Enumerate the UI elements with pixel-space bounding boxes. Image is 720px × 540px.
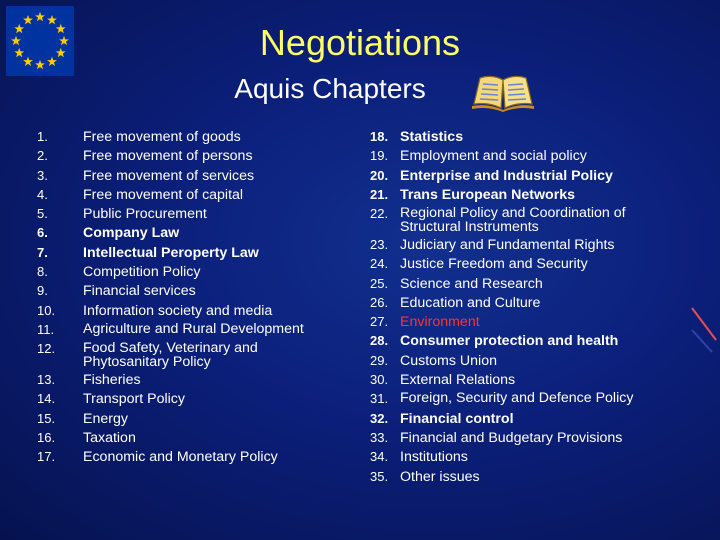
chapter-number: 28. [370,333,389,349]
chapter-number: 16. [37,429,56,445]
chapter-list-left [37,129,337,469]
chapter-number: 23. [370,236,389,252]
chapter-label: Education and Culture [400,294,541,311]
page-subtitle-text: Aquis Chapters [234,73,426,104]
chapter-label: Enterprise and Industrial Policy [400,167,613,184]
chapter-number: 11. [37,321,55,337]
chapter-label: Free movement of services [83,167,255,184]
chapter-item [37,187,337,204]
chapter-label: Taxation [83,429,136,446]
chapter-number: 34. [370,449,389,465]
page-subtitle [0,73,720,105]
chapter-item [370,353,670,370]
chapter-item [370,148,670,165]
chapter-label: Judiciary and Fundamental Rights [400,236,615,253]
chapter-item [37,372,337,389]
chapter-label: Science and Research [400,275,543,292]
chapter-item [370,391,670,408]
chapter-number: 12. [37,341,56,357]
chapter-number: 17. [37,449,56,465]
chapter-item [37,283,337,300]
chapter-number: 6. [37,225,48,241]
chapter-label: Free movement of persons [83,148,253,165]
chapter-item [370,372,670,389]
chapter-label: Regional Policy and Coordination of Structural Instruments [400,205,626,236]
page-title [0,22,720,64]
chapter-label: Information society and media [83,302,273,319]
chapter-item [37,168,337,185]
page-title-text: Negotiations [259,22,461,63]
chapter-label: Financial services [83,283,196,300]
chapter-label: Agriculture and Rural Development [83,320,304,337]
chapter-label: External Relations [400,372,516,389]
chapter-item [370,187,670,204]
chapter-label: Environment [400,314,480,331]
chapter-number: 9. [37,283,48,299]
chapter-number: 32. [370,410,389,426]
chapter-label: Employment and social policy [400,148,587,165]
chapter-item [370,276,670,293]
chapter-item [370,449,670,466]
chapter-item [37,449,337,466]
chapter-label: Foreign, Security and Defence Policy [400,390,634,407]
chapter-item [370,168,670,185]
chapter-list-right [370,129,670,488]
chapter-number: 10. [37,302,56,318]
chapter-label: Justice Freedom and Security [400,256,588,273]
chapter-item [37,206,337,223]
chapter-number: 15. [37,410,56,426]
chapter-label: Customs Union [400,352,497,369]
chapter-label: Consumer protection and health [400,333,619,350]
decorative-stroke [690,290,720,370]
chapter-item [37,391,337,408]
chapter-item [37,430,337,447]
chapter-item [37,411,337,428]
chapter-item [370,237,670,254]
chapter-item [370,411,670,428]
chapter-item [370,314,670,331]
chapter-label: Free movement of capital [83,186,244,203]
chapter-item [37,264,337,281]
chapter-number: 4. [37,186,48,202]
chapter-item [37,245,337,262]
chapter-label: Food Safety, Veterinary and Phytosanitary Policy [83,340,258,371]
chapter-number: 22. [370,206,389,222]
chapter-item [37,129,337,146]
chapter-item [370,206,670,234]
chapter-label: Transport Policy [83,391,185,408]
chapter-number: 2. [37,148,48,164]
chapter-number: 31. [370,391,389,407]
chapter-number: 27. [370,314,389,330]
chapter-number: 18. [370,129,389,144]
chapter-number: 5. [37,206,48,222]
chapter-item [370,295,670,312]
chapter-number: 26. [370,294,389,310]
chapter-label: Financial control [400,410,514,427]
chapter-number: 7. [37,244,48,260]
chapter-item [370,129,670,146]
chapter-label: Public Procurement [83,206,207,223]
chapter-item [370,256,670,273]
chapter-item [37,322,337,339]
chapter-item [37,303,337,320]
chapter-number: 8. [37,264,48,280]
chapter-item [37,341,337,369]
chapter-number: 3. [37,167,48,183]
chapter-number: 30. [370,372,389,388]
chapter-label: Free movement of goods [83,129,241,145]
chapter-label: Fisheries [83,372,141,389]
chapter-item [370,333,670,350]
chapter-label: Economic and Monetary Policy [83,449,278,466]
chapter-number: 21. [370,186,389,202]
chapter-label: Trans European Networks [400,186,576,203]
chapter-number: 13. [37,372,56,388]
chapter-label: Financial and Budgetary Provisions [400,429,623,446]
chapter-number: 35. [370,468,389,484]
flag-star [35,12,45,21]
chapter-label: Other issues [400,468,480,485]
chapter-label: Intellectual Peroperty Law [83,244,259,261]
chapter-label: Competition Policy [83,264,201,281]
chapter-number: 1. [37,129,48,144]
chapter-label: Energy [83,410,128,427]
chapter-number: 29. [370,352,389,368]
chapter-item [37,148,337,165]
chapter-item [370,469,670,486]
chapter-number: 24. [370,256,389,272]
chapter-label: Statistics [400,129,464,145]
chapter-number: 20. [370,167,389,183]
chapter-label: Company Law [83,225,180,242]
chapter-label: Institutions [400,449,468,466]
chapter-item [37,225,337,242]
open-book-icon [468,70,538,112]
chapter-number: 14. [37,391,56,407]
chapter-number: 19. [370,148,389,164]
chapter-number: 33. [370,429,389,445]
chapter-item [370,430,670,447]
chapter-number: 25. [370,275,389,291]
